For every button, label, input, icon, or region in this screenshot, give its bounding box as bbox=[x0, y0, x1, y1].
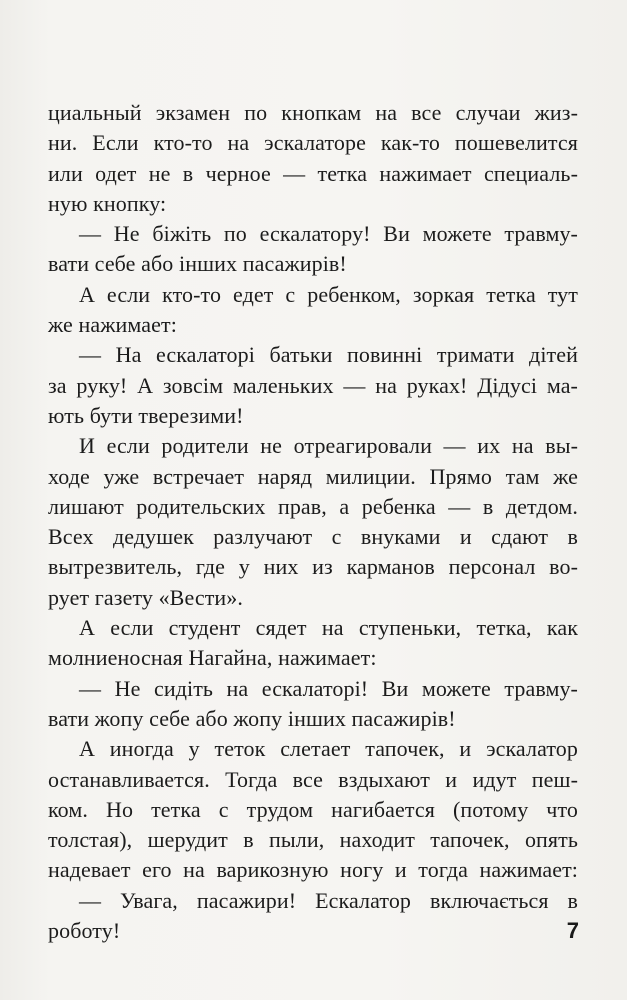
text-line: останавливается. Тогда все вздыхают и идут пеш- bbox=[48, 766, 578, 792]
text-line: ни. Если кто-то на эскалаторе как-то пошевелится bbox=[48, 130, 578, 156]
text-line: за руку! А зовсім маленьких — на руках! Дідусі ма- bbox=[48, 372, 578, 398]
text-line: роботу! bbox=[48, 918, 121, 944]
text-line: надевает его на варикозную ногу и тогда нажимает: bbox=[48, 857, 578, 883]
text-line: ходе уже встречает наряд милиции. Прямо там же bbox=[48, 463, 578, 489]
text-line: циальный экзамен по кнопкам на все случаи жиз- bbox=[48, 100, 578, 125]
text-line: Всех дедушек разлучают с внуками и сдают в bbox=[48, 524, 578, 550]
text-line: или одет не в черное — тетка нажимает специаль- bbox=[48, 160, 578, 186]
text-line: вытрезвитель, где у них из карманов персонал во- bbox=[48, 554, 578, 580]
text-line: вати себе або інших пасажирів! bbox=[48, 251, 347, 277]
text-line: И если родители не отреагировали — их на вы- bbox=[79, 433, 578, 459]
text-line: А иногда у теток слетает тапочек, и эскалатор bbox=[79, 736, 578, 762]
text-line: — На ескалаторі батьки повинні тримати дітей bbox=[79, 342, 578, 368]
text-line: ють бути тверезими! bbox=[48, 402, 244, 428]
body-text bbox=[48, 98, 578, 946]
text-line: рует газету «Вести». bbox=[48, 584, 244, 610]
text-line: вати жопу себе або жопу інших пасажирів! bbox=[48, 705, 456, 731]
text-line: — Увага, пасажири! Ескалатор включається в bbox=[79, 887, 578, 913]
text-line: А если студент сядет на ступеньки, тетка, как bbox=[79, 615, 578, 641]
text-line: А если кто-то едет с ребенком, зоркая тетка тут bbox=[79, 281, 578, 307]
text-line: молниеносная Нагайна, нажимает: bbox=[48, 645, 377, 671]
page-number: 7 bbox=[566, 918, 579, 943]
text-line: лишают родительских прав, а ребенка — в детдом. bbox=[48, 493, 578, 519]
text-line: же нажимает: bbox=[48, 312, 177, 338]
text-line: толстая), шерудит в пыли, находит тапочек, опять bbox=[48, 827, 578, 853]
text-line: ную кнопку: bbox=[48, 190, 167, 216]
text-line: ком. Но тетка с трудом нагибается (потому что bbox=[48, 796, 578, 822]
text-line: — Не сидіть на ескалаторі! Ви можете травму- bbox=[79, 675, 578, 701]
text-line: — Не біжіть по ескалатору! Ви можете травму- bbox=[79, 221, 578, 247]
